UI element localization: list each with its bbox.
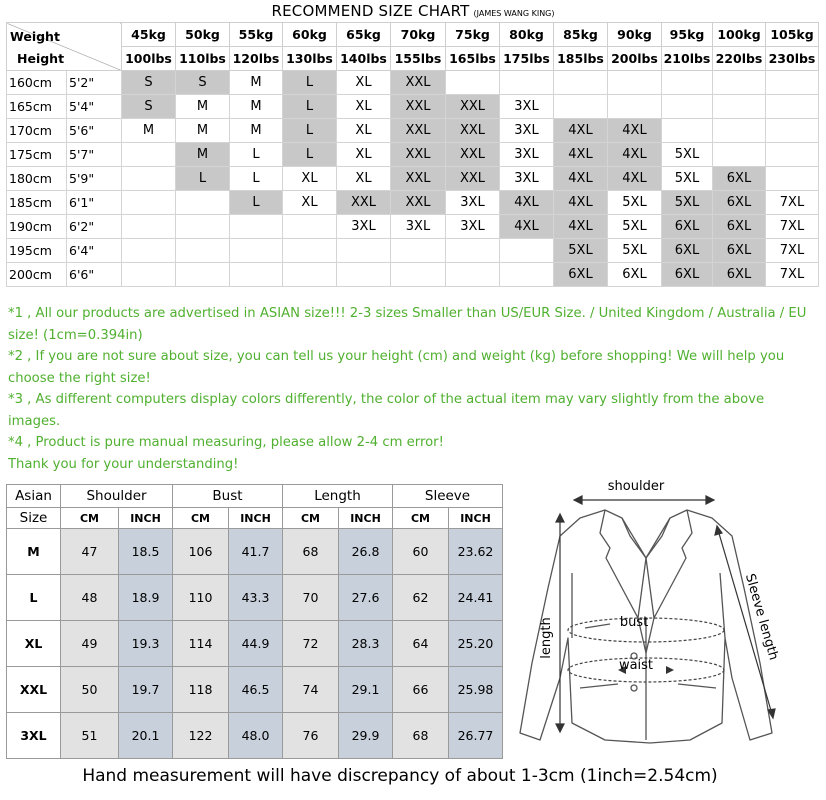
measure-row xyxy=(7,667,503,713)
size-cell xyxy=(554,71,608,95)
size-cell xyxy=(500,71,554,95)
size-cell: 3XL xyxy=(446,191,500,215)
kg-header-cell: 60kg xyxy=(283,23,337,47)
value-inch: 26.77 xyxy=(449,713,503,759)
size-cell xyxy=(446,263,500,287)
size-cell: M xyxy=(122,119,176,143)
weight-label: Weight xyxy=(10,29,60,44)
size-cell: 6XL xyxy=(713,167,766,191)
size-cell: S xyxy=(122,71,176,95)
unit-cm: CM xyxy=(283,508,339,529)
size-cell xyxy=(766,167,819,191)
lbs-header-cell: 200lbs xyxy=(608,47,662,71)
size-cell xyxy=(122,143,176,167)
size-cell xyxy=(337,239,391,263)
sleeve-header: Sleeve xyxy=(393,485,503,508)
size-cell xyxy=(122,215,176,239)
height-ft: 5'2" xyxy=(67,71,122,95)
bust-header: Bust xyxy=(173,485,283,508)
height-ft: 5'4" xyxy=(67,95,122,119)
size-cell: 4XL xyxy=(608,167,662,191)
size-row xyxy=(7,71,819,95)
size-cell: XXL xyxy=(446,143,500,167)
lbs-header-cell: 120lbs xyxy=(230,47,283,71)
size-cell: S xyxy=(122,95,176,119)
size-cell: 5XL xyxy=(662,167,713,191)
value-inch: 26.8 xyxy=(339,529,393,575)
size-cell xyxy=(176,239,230,263)
size-row xyxy=(7,263,819,287)
size-cell: 3XL xyxy=(391,215,446,239)
size-cell: XXL xyxy=(446,119,500,143)
value-inch: 25.98 xyxy=(449,667,503,713)
height-cm: 190cm xyxy=(7,215,67,239)
size-cell xyxy=(283,239,337,263)
value-cm: 64 xyxy=(393,621,449,667)
size-row xyxy=(7,239,819,263)
size-cell: 6XL xyxy=(713,215,766,239)
kg-header-row xyxy=(7,23,819,47)
size-cell xyxy=(230,239,283,263)
height-ft: 6'1" xyxy=(67,191,122,215)
size-cell: 5XL xyxy=(554,239,608,263)
unit-cm: CM xyxy=(61,508,119,529)
lbs-header-cell: 110lbs xyxy=(176,47,230,71)
size-name: M xyxy=(7,529,61,575)
value-inch: 29.1 xyxy=(339,667,393,713)
size-cell xyxy=(176,263,230,287)
size-cell: XXL xyxy=(391,167,446,191)
size-cell: XL xyxy=(337,71,391,95)
size-row xyxy=(7,119,819,143)
size-cell: 5XL xyxy=(662,191,713,215)
note-1: *1 , All our products are advertised in ASIAN size!!! 2-3 sizes Smaller than US/EUR Size. / United Kingdom / Australia / EU size! (1cm=0.394in) xyxy=(8,306,807,343)
size-cell: L xyxy=(230,143,283,167)
height-cm: 180cm xyxy=(7,167,67,191)
kg-header-cell: 95kg xyxy=(662,23,713,47)
notes-section xyxy=(8,303,818,475)
size-cell: 5XL xyxy=(608,191,662,215)
value-cm: 49 xyxy=(61,621,119,667)
kg-header-cell: 80kg xyxy=(500,23,554,47)
size-cell: M xyxy=(176,119,230,143)
size-cell: 4XL xyxy=(554,167,608,191)
height-ft: 6'4" xyxy=(67,239,122,263)
size-cell xyxy=(662,119,713,143)
note-3: *3 , As different computers display colors differently, the color of the actual item may vary slightly from the above images. xyxy=(8,392,765,429)
value-cm: 106 xyxy=(173,529,229,575)
size-cell xyxy=(554,95,608,119)
size-cell xyxy=(500,239,554,263)
value-cm: 70 xyxy=(283,575,339,621)
size-cell: XXL xyxy=(391,143,446,167)
size-cell xyxy=(766,119,819,143)
size-cell xyxy=(662,71,713,95)
size-name: 3XL xyxy=(7,713,61,759)
unit-cm: CM xyxy=(173,508,229,529)
size-cell xyxy=(230,215,283,239)
size-row xyxy=(7,191,819,215)
value-inch: 48.0 xyxy=(229,713,283,759)
size-cell xyxy=(391,239,446,263)
size-cell: M xyxy=(176,95,230,119)
lbs-header-cell: 155lbs xyxy=(391,47,446,71)
measure-group-header xyxy=(7,485,503,508)
size-cell xyxy=(176,191,230,215)
size-cell: 7XL xyxy=(766,215,819,239)
height-label: Height xyxy=(17,51,65,66)
size-cell: 6XL xyxy=(662,263,713,287)
size-cell: 4XL xyxy=(554,119,608,143)
size-name: XL xyxy=(7,621,61,667)
size-cell: XXL xyxy=(337,191,391,215)
size-cell: M xyxy=(176,143,230,167)
size-cell: XXL xyxy=(391,71,446,95)
unit-cm: CM xyxy=(393,508,449,529)
size-cell: XXL xyxy=(446,95,500,119)
size-cell: L xyxy=(230,191,283,215)
value-inch: 18.5 xyxy=(119,529,173,575)
size-cell: 6XL xyxy=(713,191,766,215)
size-cell: XL xyxy=(337,167,391,191)
value-inch: 46.5 xyxy=(229,667,283,713)
value-cm: 62 xyxy=(393,575,449,621)
kg-header-cell: 45kg xyxy=(122,23,176,47)
size-cell xyxy=(391,263,446,287)
height-cm: 170cm xyxy=(7,119,67,143)
size-cell: 6XL xyxy=(713,263,766,287)
lbs-header-cell: 220lbs xyxy=(713,47,766,71)
note-2: *2 , If you are not sure about size, you can tell us your height (cm) and weight (kg) before shopping! We will help you choose the right size! xyxy=(8,349,785,386)
size-cell: L xyxy=(176,167,230,191)
size-cell xyxy=(766,143,819,167)
value-cm: 47 xyxy=(61,529,119,575)
kg-header-cell: 65kg xyxy=(337,23,391,47)
value-inch: 28.3 xyxy=(339,621,393,667)
size-cell: M xyxy=(230,119,283,143)
value-cm: 74 xyxy=(283,667,339,713)
kg-header-cell: 105kg xyxy=(766,23,819,47)
measure-row xyxy=(7,575,503,621)
value-cm: 50 xyxy=(61,667,119,713)
height-cm: 165cm xyxy=(7,95,67,119)
height-ft: 5'7" xyxy=(67,143,122,167)
height-ft: 6'2" xyxy=(67,215,122,239)
value-inch: 24.41 xyxy=(449,575,503,621)
jacket-outline-icon xyxy=(510,478,822,760)
size-cell: XL xyxy=(283,191,337,215)
size-cell: M xyxy=(230,95,283,119)
size-cell: XXL xyxy=(446,167,500,191)
size-name: L xyxy=(7,575,61,621)
size-cell: 7XL xyxy=(766,263,819,287)
size-cell: 6XL xyxy=(713,239,766,263)
value-cm: 68 xyxy=(283,529,339,575)
size-cell xyxy=(713,119,766,143)
unit-inch: INCH xyxy=(449,508,503,529)
value-cm: 66 xyxy=(393,667,449,713)
size-cell: 6XL xyxy=(608,263,662,287)
length-label: length xyxy=(539,617,554,659)
lbs-header-cell: 230lbs xyxy=(766,47,819,71)
height-cm: 195cm xyxy=(7,239,67,263)
lbs-header-cell: 140lbs xyxy=(337,47,391,71)
recommend-size-table xyxy=(6,22,819,287)
size-cell: L xyxy=(283,143,337,167)
value-inch: 20.1 xyxy=(119,713,173,759)
size-cell: 4XL xyxy=(554,215,608,239)
bust-label: bust xyxy=(619,615,649,630)
waist-label: waist xyxy=(618,658,654,673)
size-cell: XL xyxy=(337,119,391,143)
value-cm: 110 xyxy=(173,575,229,621)
size-cell: L xyxy=(283,95,337,119)
size-cell xyxy=(446,239,500,263)
lbs-header-cell: 185lbs xyxy=(554,47,608,71)
lbs-header-cell: 210lbs xyxy=(662,47,713,71)
size-cell: L xyxy=(230,167,283,191)
size-cell: L xyxy=(283,71,337,95)
jacket-diagram xyxy=(510,478,822,760)
value-inch: 23.62 xyxy=(449,529,503,575)
value-cm: 68 xyxy=(393,713,449,759)
kg-header-cell: 85kg xyxy=(554,23,608,47)
size-cell: 3XL xyxy=(446,215,500,239)
unit-inch: INCH xyxy=(229,508,283,529)
measure-row xyxy=(7,529,503,575)
size-cell xyxy=(608,95,662,119)
size-cell: 6XL xyxy=(662,239,713,263)
value-inch: 19.3 xyxy=(119,621,173,667)
size-cell xyxy=(608,71,662,95)
shoulder-label: shoulder xyxy=(607,479,665,494)
size-cell: 3XL xyxy=(500,143,554,167)
value-cm: 118 xyxy=(173,667,229,713)
size-cell: 4XL xyxy=(608,143,662,167)
size-cell xyxy=(230,263,283,287)
size-cell: 5XL xyxy=(608,215,662,239)
size-cell xyxy=(446,71,500,95)
measure-row xyxy=(7,713,503,759)
size-cell: XXL xyxy=(391,191,446,215)
value-inch: 41.7 xyxy=(229,529,283,575)
value-inch: 29.9 xyxy=(339,713,393,759)
height-cm: 200cm xyxy=(7,263,67,287)
sleeve-length-label: Sleeve length xyxy=(741,572,781,662)
lbs-header-cell: 130lbs xyxy=(283,47,337,71)
lbs-header-cell: 175lbs xyxy=(500,47,554,71)
size-cell: 3XL xyxy=(337,215,391,239)
size-cell: 6XL xyxy=(662,215,713,239)
size-cell xyxy=(176,215,230,239)
height-ft: 6'6" xyxy=(67,263,122,287)
lbs-header-cell: 100lbs xyxy=(122,47,176,71)
size-cell xyxy=(713,71,766,95)
value-cm: 60 xyxy=(393,529,449,575)
chart-title xyxy=(0,0,826,22)
height-ft: 5'6" xyxy=(67,119,122,143)
size-cell: 4XL xyxy=(608,119,662,143)
value-inch: 19.7 xyxy=(119,667,173,713)
value-cm: 72 xyxy=(283,621,339,667)
kg-header-cell: 55kg xyxy=(230,23,283,47)
size-cell xyxy=(283,215,337,239)
lbs-header-row xyxy=(7,47,819,71)
size-cell: M xyxy=(230,71,283,95)
size-cell xyxy=(122,191,176,215)
value-inch: 25.20 xyxy=(449,621,503,667)
value-cm: 51 xyxy=(61,713,119,759)
size-cell: 7XL xyxy=(766,191,819,215)
value-inch: 27.6 xyxy=(339,575,393,621)
size-row xyxy=(7,167,819,191)
value-cm: 114 xyxy=(173,621,229,667)
size-cell xyxy=(122,263,176,287)
size-label: Size xyxy=(7,508,61,529)
asian-label: Asian xyxy=(7,485,61,508)
shoulder-header: Shoulder xyxy=(61,485,173,508)
size-cell: 3XL xyxy=(500,119,554,143)
size-cell: 4XL xyxy=(500,215,554,239)
height-cm: 185cm xyxy=(7,191,67,215)
kg-header-cell: 100kg xyxy=(713,23,766,47)
size-name: XXL xyxy=(7,667,61,713)
size-cell: XL xyxy=(337,143,391,167)
length-header: Length xyxy=(283,485,393,508)
size-cell: XL xyxy=(283,167,337,191)
size-cell: 3XL xyxy=(500,95,554,119)
size-cell xyxy=(122,167,176,191)
brand-name: (JAMES WANG KING) xyxy=(473,9,555,18)
size-cell: 4XL xyxy=(554,191,608,215)
size-row xyxy=(7,143,819,167)
weight-height-corner xyxy=(7,23,122,71)
size-cell: 6XL xyxy=(554,263,608,287)
size-cell: S xyxy=(176,71,230,95)
value-cm: 76 xyxy=(283,713,339,759)
thank-you-note: Thank you for your understanding! xyxy=(8,456,239,472)
unit-inch: INCH xyxy=(339,508,393,529)
height-cm: 175cm xyxy=(7,143,67,167)
kg-header-cell: 75kg xyxy=(446,23,500,47)
note-4: *4 , Product is pure manual measuring, please allow 2-4 cm error! xyxy=(8,435,444,450)
size-cell xyxy=(662,95,713,119)
kg-header-cell: 50kg xyxy=(176,23,230,47)
size-row xyxy=(7,215,819,239)
size-row xyxy=(7,95,819,119)
height-cm: 160cm xyxy=(7,71,67,95)
size-cell: 5XL xyxy=(662,143,713,167)
size-cell: XL xyxy=(337,95,391,119)
measurement-table xyxy=(6,484,503,759)
chart-title-main: RECOMMEND SIZE CHART xyxy=(271,2,470,20)
footer-note: Hand measurement will have discrepancy of about 1-3cm (1inch=2.54cm) xyxy=(82,766,718,786)
size-cell: XXL xyxy=(391,95,446,119)
value-inch: 18.9 xyxy=(119,575,173,621)
size-cell xyxy=(337,263,391,287)
measure-row xyxy=(7,621,503,667)
value-inch: 43.3 xyxy=(229,575,283,621)
unit-inch: INCH xyxy=(119,508,173,529)
size-cell: 3XL xyxy=(500,167,554,191)
size-cell: 5XL xyxy=(608,239,662,263)
size-cell xyxy=(766,71,819,95)
size-cell: L xyxy=(283,119,337,143)
size-cell xyxy=(500,263,554,287)
kg-header-cell: 70kg xyxy=(391,23,446,47)
value-cm: 122 xyxy=(173,713,229,759)
value-cm: 48 xyxy=(61,575,119,621)
size-cell: 4XL xyxy=(500,191,554,215)
size-cell xyxy=(122,239,176,263)
lbs-header-cell: 165lbs xyxy=(446,47,500,71)
value-inch: 44.9 xyxy=(229,621,283,667)
measure-unit-header xyxy=(7,508,503,529)
kg-header-cell: 90kg xyxy=(608,23,662,47)
size-cell xyxy=(283,263,337,287)
size-cell xyxy=(766,95,819,119)
size-cell: XXL xyxy=(391,119,446,143)
size-cell xyxy=(713,143,766,167)
size-cell xyxy=(713,95,766,119)
size-cell: 7XL xyxy=(766,239,819,263)
size-cell: 4XL xyxy=(554,143,608,167)
height-ft: 5'9" xyxy=(67,167,122,191)
